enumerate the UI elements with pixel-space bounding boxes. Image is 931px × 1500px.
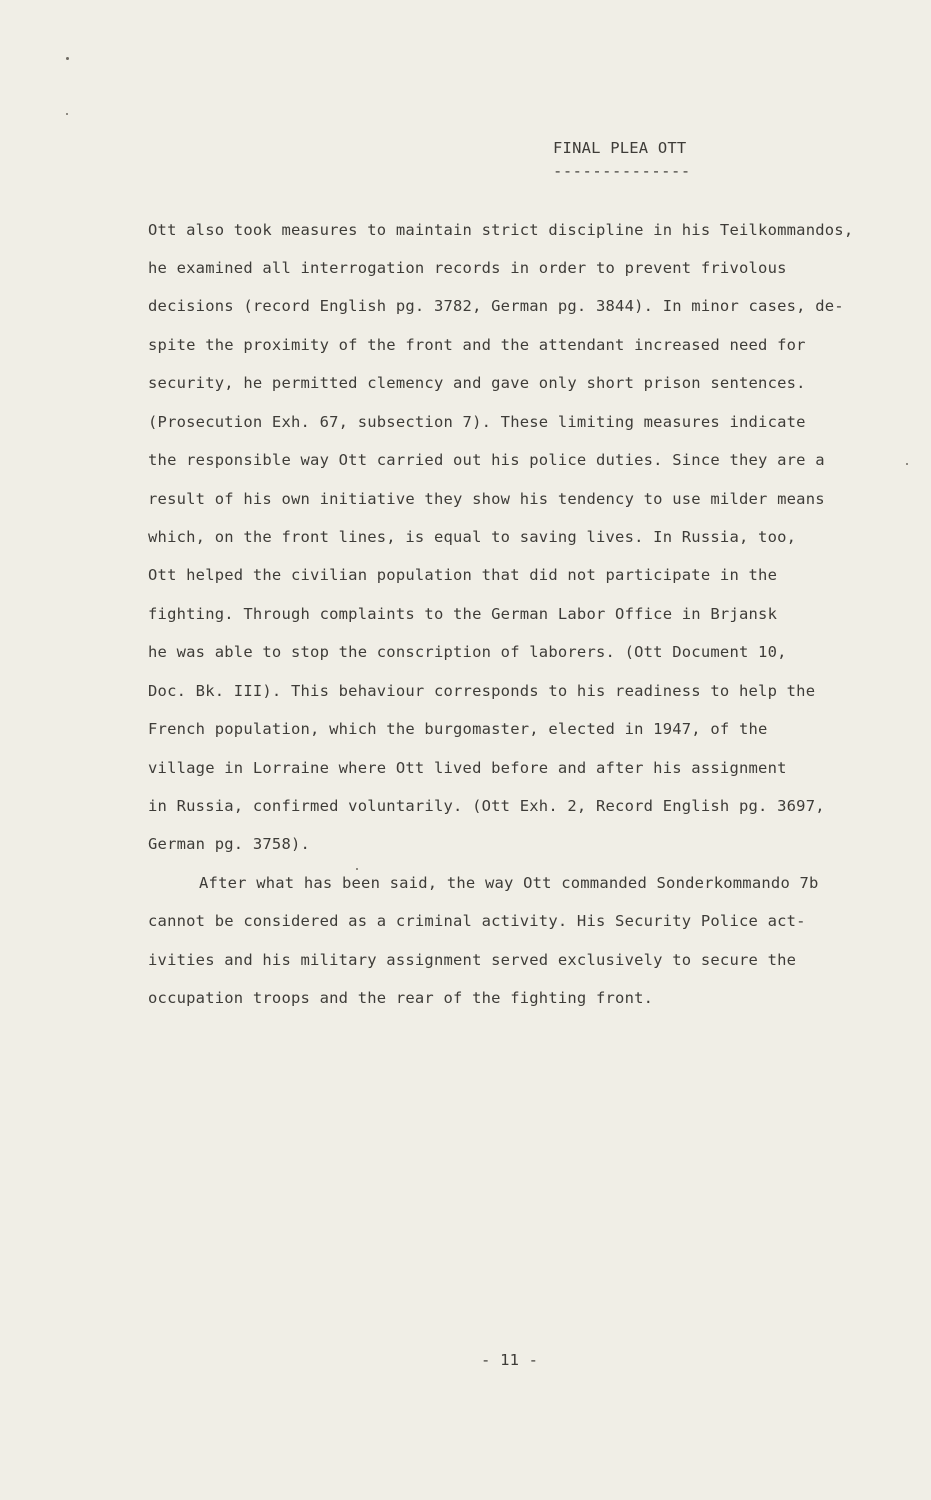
text-line: he was able to stop the conscription of laborers. (Ott Document 10, bbox=[148, 643, 787, 661]
text-line: fighting. Through complaints to the German Labor Office in Brjansk bbox=[148, 605, 778, 623]
title-underline: -------------- bbox=[553, 162, 691, 180]
text-line: French population, which the burgomaster, elected in 1947, of the bbox=[148, 720, 768, 738]
paper-speck bbox=[906, 463, 908, 465]
text-line: (Prosecution Exh. 67, subsection 7). These limiting measures indicate bbox=[148, 413, 806, 431]
text-line: occupation troops and the rear of the fighting front. bbox=[148, 989, 654, 1007]
text-line: ivities and his military assignment served exclusively to secure the bbox=[148, 951, 797, 969]
text-line: decisions (record English pg. 3782, German pg. 3844). In minor cases, de- bbox=[148, 297, 844, 315]
paper-speck bbox=[356, 868, 358, 870]
paper-speck bbox=[66, 113, 68, 115]
page-number: - 11 - bbox=[481, 1351, 539, 1369]
paper-speck bbox=[66, 57, 69, 60]
text-line: Ott also took measures to maintain strict discipline in his Teilkommandos, bbox=[148, 221, 854, 239]
text-line: he examined all interrogation records in order to prevent frivolous bbox=[148, 259, 787, 277]
text-line: Doc. Bk. III). This behaviour corresponds to his readiness to help the bbox=[148, 682, 816, 700]
text-line: in Russia, confirmed voluntarily. (Ott Exh. 2, Record English pg. 3697, bbox=[148, 797, 825, 815]
text-line: village in Lorraine where Ott lived before and after his assignment bbox=[148, 759, 787, 777]
text-line: After what has been said, the way Ott commanded Sonderkommando 7b bbox=[199, 874, 819, 892]
text-line: cannot be considered as a criminal activity. His Security Police act- bbox=[148, 912, 806, 930]
text-line: result of his own initiative they show his tendency to use milder means bbox=[148, 490, 825, 508]
text-line: Ott helped the civilian population that did not participate in the bbox=[148, 566, 778, 584]
text-line: which, on the front lines, is equal to saving lives. In Russia, too, bbox=[148, 528, 797, 546]
text-line: security, he permitted clemency and gave only short prison sentences. bbox=[148, 374, 806, 392]
text-line: the responsible way Ott carried out his police duties. Since they are a bbox=[148, 451, 825, 469]
page-title: FINAL PLEA OTT bbox=[553, 139, 687, 157]
text-line: spite the proximity of the front and the attendant increased need for bbox=[148, 336, 806, 354]
text-line: German pg. 3758). bbox=[148, 835, 311, 853]
